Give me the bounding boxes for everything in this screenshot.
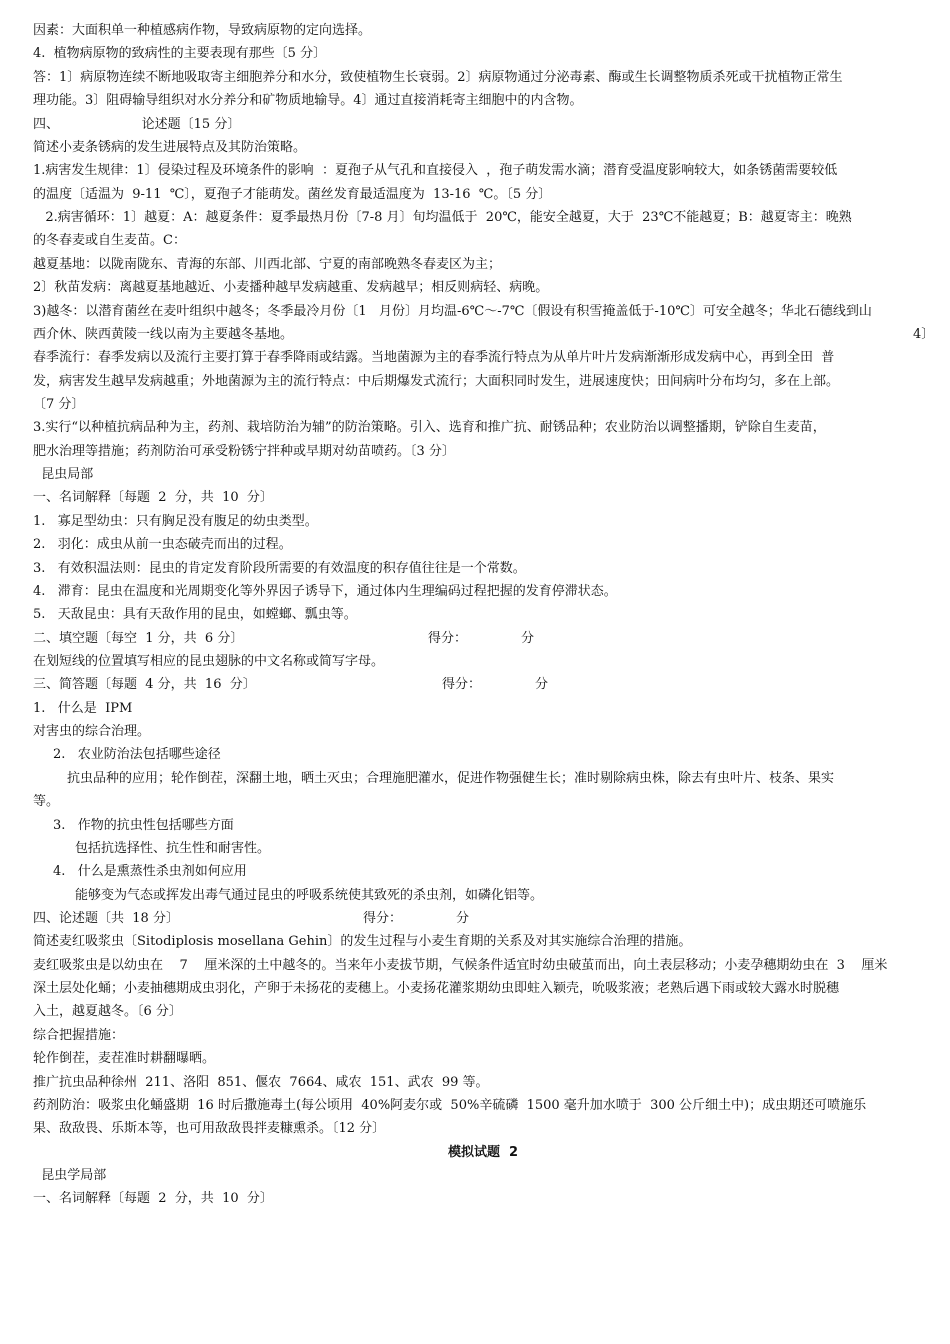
- question-heading: 4. 什么是熏蒸性杀虫剂如何应用: [53, 864, 247, 879]
- part-heading: 昆虫学局部: [33, 1168, 107, 1183]
- text-line: 包括抗选择性、抗生性和耐害性。: [75, 841, 271, 856]
- section-heading: 四、论述题〔共 18 分〕: [33, 911, 179, 926]
- text-line: 抗虫品种的应用；轮作倒茬，深翻土地，晒土灭虫；合理施肥灌水，促进作物强健生长；准时剔除病虫株，除去有虫叶片、枝条、果实: [67, 771, 835, 786]
- section-heading: 一、名词解释〔每题 2 分，共 10 分〕: [33, 1191, 273, 1206]
- text-line: 等。: [33, 794, 60, 809]
- text-line: 西介休、陕西黄陵一线以南为主要越冬基地。: [33, 327, 294, 342]
- text-line: 〔7 分〕: [33, 397, 85, 412]
- score-unit: 分: [456, 911, 470, 926]
- text-line: 2〕秋苗发病：离越夏基地越近、小麦播种越早发病越重、发病越早；相反则病轻、病晚。: [33, 280, 549, 295]
- section-heading: 三、简答题〔每题 4 分，共 16 分〕: [33, 677, 256, 692]
- score-label: 得分：: [442, 677, 482, 692]
- text-line: 发，病害发生越早发病越重；外地菌源为主的流行特点：中后期爆发式流行；大面积同时发生，进展速度快；田间病叶分布均匀，多在上部。: [33, 374, 840, 389]
- text-line: 在划短线的位置填写相应的昆虫翅脉的中文名称或简写字母。: [33, 654, 385, 669]
- question-heading: 2. 农业防治法包括哪些途径: [53, 747, 221, 762]
- text-line: 2.病害循环：1〕越夏：A：越夏条件：夏季最热月份〔7-8 月〕旬均温低于 20℃，能安全越夏，大于 23℃不能越夏；B：越夏寄主：晚熟: [33, 210, 852, 225]
- list-item: 1. 寡足型幼虫：只有胸足没有腹足的幼虫类型。: [33, 514, 318, 529]
- text-line: 4〕: [913, 327, 935, 342]
- text-line: 能够变为气态或挥发出毒气通过昆虫的呼吸系统使其致死的杀虫剂，如磷化铝等。: [75, 888, 544, 903]
- text-line: 推广抗虫品种徐州 211、洛阳 851、偃农 7664、咸农 151、武农 99 等。: [33, 1075, 489, 1090]
- text-line: 3)越冬：以潜育菌丝在麦叶组织中越冬；冬季最冷月份〔1 月份〕月均温-6℃～-7℃〔假设有积雪掩盖低于-10℃〕可安全越冬；华北石德线到山: [33, 304, 872, 319]
- question-heading: 3. 作物的抗虫性包括哪些方面: [53, 818, 234, 833]
- score-label: 得分：: [363, 911, 403, 926]
- list-item: 4. 滞育：昆虫在温度和光周期变化等外界因子诱导下，通过体内生理编码过程把握的发育停滞状态。: [33, 584, 617, 599]
- section-heading: 一、名词解释〔每题 2 分，共 10 分〕: [33, 490, 273, 505]
- text-line: 果、敌敌畏、乐斯本等，也可用敌敌畏拌麦糠熏杀。〔12 分〕: [33, 1121, 386, 1136]
- list-item: 5. 天敌昆虫：具有天敌作用的昆虫，如螳螂、瓢虫等。: [33, 607, 357, 622]
- text-line: 越夏基地：以陇南陇东、青海的东部、川西北部、宁夏的南部晚熟冬春麦区为主；: [33, 257, 502, 272]
- score-unit: 分: [535, 677, 549, 692]
- section-heading: 四、 论述题〔15 分〕: [33, 117, 241, 132]
- score-unit: 分: [521, 631, 535, 646]
- text-line: 综合把握措施：: [33, 1028, 125, 1043]
- text-line: 轮作倒茬，麦茬准时耕翻曝晒。: [33, 1051, 216, 1066]
- text-line: 1.病害发生规律：1〕侵染过程及环境条件的影响 ：夏孢子从气孔和直接侵入 ，孢子萌发需水滴；潜育受温度影响较大，如条锈菌需要较低: [33, 163, 838, 178]
- question-heading: 1. 什么是 IPM: [33, 701, 133, 716]
- list-item: 2. 羽化：成虫从前一虫态破壳而出的过程。: [33, 537, 292, 552]
- text-line: 简述小麦条锈病的发生进展特点及其防治策略。: [33, 140, 307, 155]
- text-line: 肥水治理等措施；药剂防治可承受粉锈宁拌种或早期对幼苗喷药。〔3 分〕: [33, 444, 455, 459]
- section-heading: 二、填空题〔每空 1 分，共 6 分〕: [33, 631, 244, 646]
- text-line: 简述麦红吸浆虫〔Sitodiplosis mosellana Gehin〕的发生过程与小麦生育期的关系及对其实施综合治理的措施。: [33, 934, 692, 949]
- part-heading: 昆虫局部: [33, 467, 94, 482]
- text-line: 春季流行：春季发病以及流行主要打算于春季降雨或结露。当地菌源为主的春季流行特点为从单片叶片发病渐渐形成发病中心，再到全田 普: [33, 350, 835, 365]
- question-heading: 4. 植物病原物的致病性的主要表现有那些〔5 分〕: [33, 46, 327, 61]
- list-item: 3. 有效积温法则：昆虫的肯定发育阶段所需要的有效温度的积存值往往是一个常数。: [33, 561, 526, 576]
- text-line: 的温度〔适温为 9-11 ℃〕，夏孢子才能萌发。菌丝发育最适温度为 13-16 ℃。〔5 分〕: [33, 187, 552, 202]
- text-line: 因素：大面积单一种植感病作物，导致病原物的定向选择。: [33, 23, 372, 38]
- score-label: 得分：: [428, 631, 468, 646]
- text-line: 深土层处化蛹；小麦抽穗期成虫羽化，产卵于未扬花的麦穗上。小麦扬花灌浆期幼虫即蛀入颖壳，吮吸浆液；老熟后遇下雨或较大露水时脱穗: [33, 981, 840, 996]
- text-line: 麦红吸浆虫是以幼虫在 7 厘米深的土中越冬的。当来年小麦拔节期，气候条件适宜时幼虫破茧而出，向土表层移动；小麦孕穗期幼虫在 3 厘米: [33, 958, 888, 973]
- page-title: 模拟试题 2: [447, 1145, 519, 1160]
- text-line: 的冬春麦或自生麦苗。C：: [33, 233, 186, 248]
- text-line: 答：1〕病原物连续不断地吸取寄主细胞养分和水分，致使植物生长衰弱。2〕病原物通过分泌毒素、酶或生长调整物质杀死或干扰植物正常生: [33, 70, 843, 85]
- text-line: 对害虫的综合治理。: [33, 724, 151, 739]
- text-line: 药剂防治：吸浆虫化蛹盛期 16 时后撒施毒土(每公顷用 40%阿麦尔或 50%辛硫磷 1500 毫升加水喷于 300 公斤细土中)；成虫期还可喷施乐: [33, 1098, 867, 1113]
- text-line: 理功能。3〕阻碍输导组织对水分养分和矿物质地输导。4〕通过直接消耗寄主细胞中的内含物。: [33, 93, 583, 108]
- text-line: 3.实行“以种植抗病品种为主，药剂、栽培防治为辅”的防治策略。引入、选育和推广抗、耐锈品种；农业防治以调整播期，铲除自生麦苗，: [33, 420, 826, 435]
- text-line: 入土，越夏越冬。〔6 分〕: [33, 1004, 182, 1019]
